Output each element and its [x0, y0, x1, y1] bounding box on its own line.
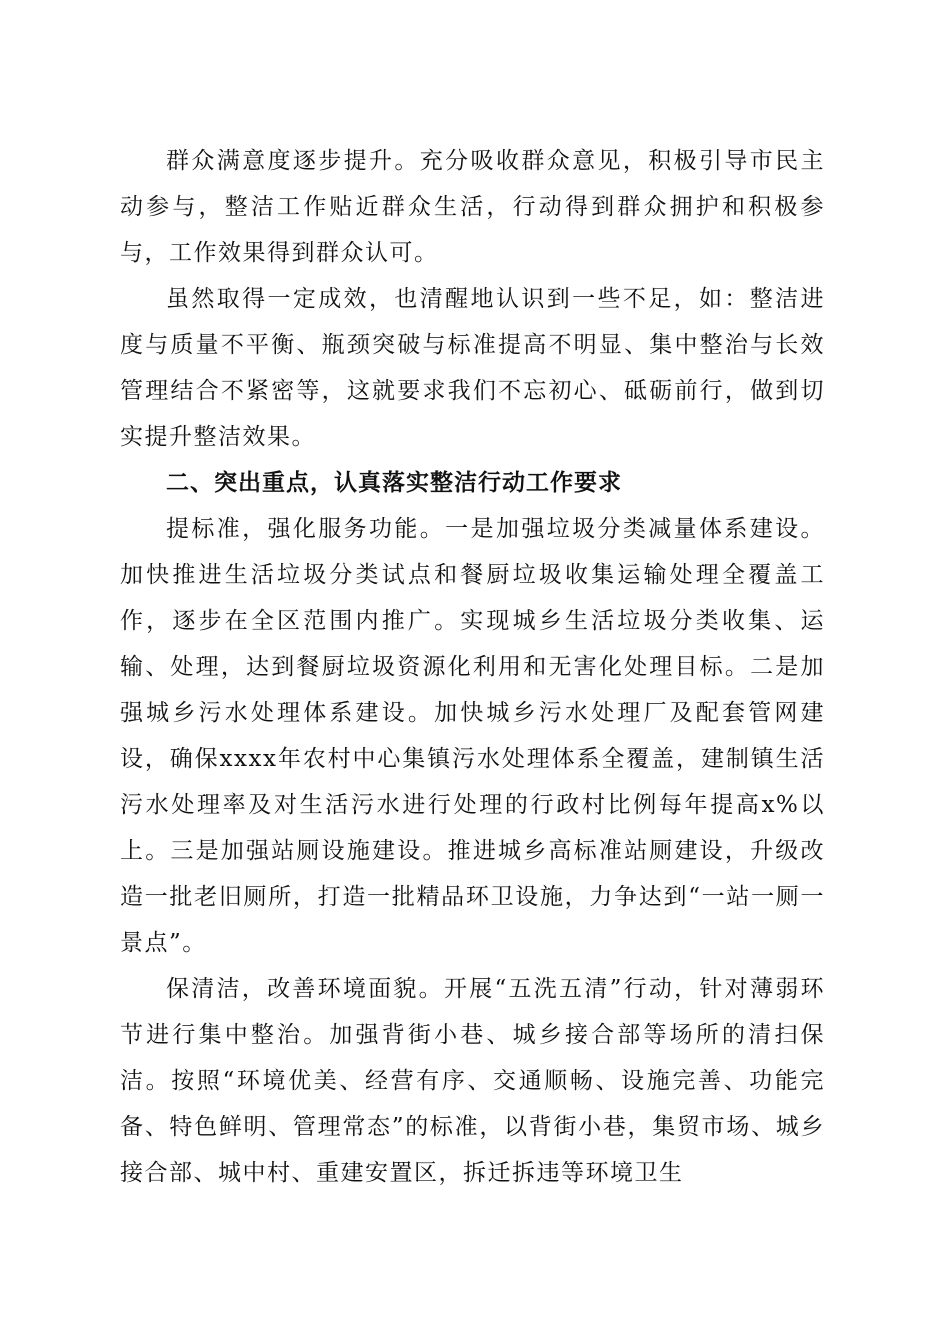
document-body: [120, 138, 825, 1196]
paragraph-standards: 提标准，强化服务功能。一是加强垃圾分类减量体系建设。加快推进生活垃圾分类试点和餐厨垃圾收集运输处理全覆盖工作，逐步在全区范围内推广。实现城乡生活垃圾分类收集、运输、处理，达到餐厨垃圾资源化利用和无害化处理目标。二是加强城乡污水处理体系建设。加快城乡污水处理厂及配套管网建设，确保xxxx年农村中心集镇污水处理体系全覆盖，建制镇生活污水处理率及对生活污水进行处理的行政村比例每年提高x%以上。三是加强站厕设施建设。推进城乡高标准站厕建设，升级改造一批老旧厕所，打造一批精品环卫设施，力争达到“一站一厕一景点”。: [120, 516, 825, 956]
paragraph-shortcomings: 虽然取得一定成效，也清醒地认识到一些不足，如：整洁进度与质量不平衡、瓶颈突破与标准提高不明显、集中整治与长效管理结合不紧密等，这就要求我们不忘初心、砥砺前行，做到切实提升整洁效果。: [120, 286, 825, 450]
paragraph-satisfaction: 群众满意度逐步提升。充分吸收群众意见，积极引导市民主动参与，整洁工作贴近群众生活，行动得到群众拥护和积极参与，工作效果得到群众认可。: [120, 148, 825, 266]
paragraph-cleanliness: 保清洁，改善环境面貌。开展“五洗五清”行动，针对薄弱环节进行集中整治。加强背街小巷、城乡接合部等场所的清扫保洁。按照“环境优美、经营有序、交通顺畅、设施完善、功能完备、特色鲜明、管理常态”的标准，以背街小巷，集贸市场、城乡接合部、城中村、重建安置区，拆迁拆违等环境卫生: [120, 976, 825, 1186]
section-heading: 二、突出重点，认真落实整洁行动工作要求: [166, 470, 622, 496]
